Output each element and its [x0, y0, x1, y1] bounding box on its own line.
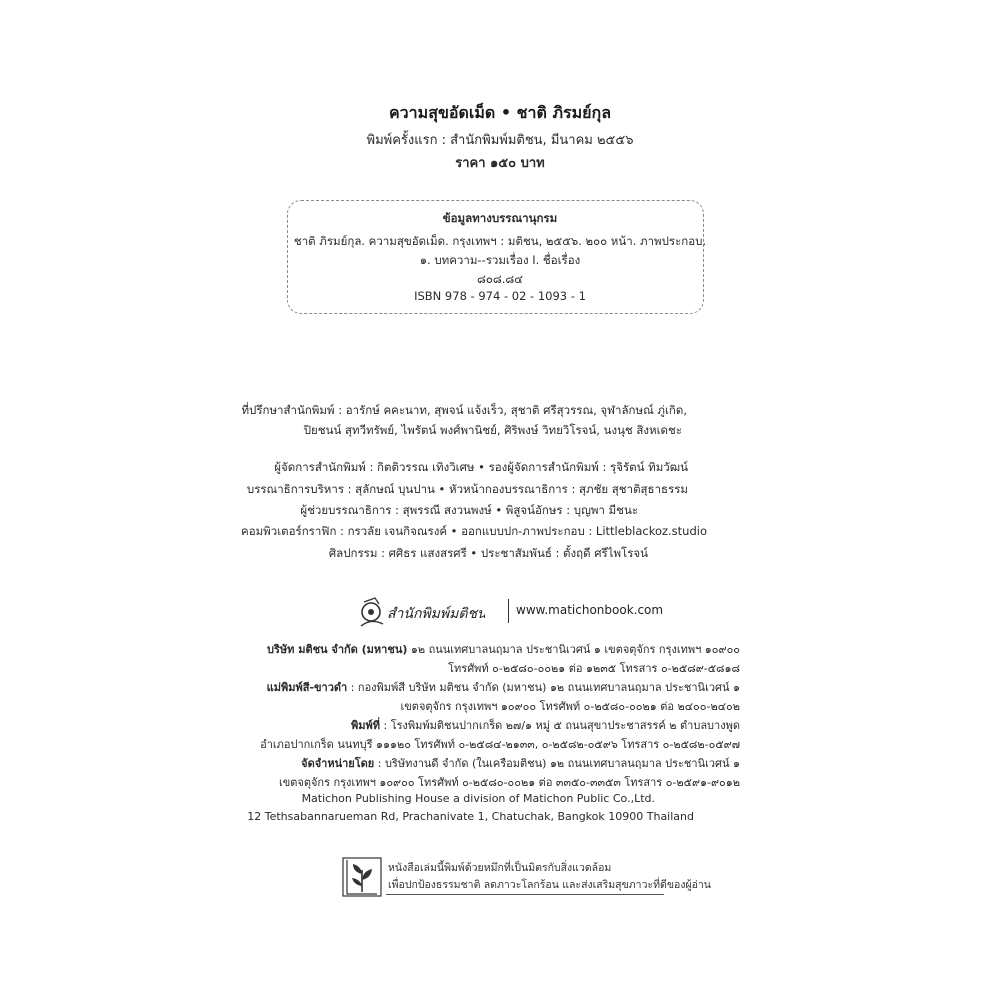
imprint-dist-text: : บริษัทงานดี จำกัด (ในเครือมติชน) ๑๒ ถนนเทศบาลนฤมาล ประชานิเวศน์ ๑: [374, 757, 740, 770]
eco-notice-line-1: หนังสือเล่มนี้พิมพ์ด้วยหมึกที่เป็นมิตรกับสิ่งแวดล้อม: [388, 862, 612, 874]
imprint-print-text: : โรงพิมพ์มติชนปากเกร็ด ๒๗/๑ หมู่ ๕ ถนนสุขาประชาสรรค์ ๒ ตำบลบางพูด: [380, 719, 740, 732]
cip-line-3: ๘๐๘.๘๔: [477, 272, 523, 286]
imprint-company: [267, 640, 740, 658]
eco-book-leaf-icon: [341, 856, 383, 898]
publisher-website[interactable]: www.matichonbook.com: [516, 603, 664, 617]
imprint-plate-phone: เขตจตุจักร กรุงเทพฯ ๑๐๙๐๐ โทรศัพท์ ๐-๒๕๘๐-๐๐๒๑ ต่อ ๒๔๐๐-๒๔๐๒: [400, 700, 740, 713]
eco-notice-line-2: เพื่อปกป้องธรรมชาติ ลดภาวะโลกร้อน และส่งเสริมสุขภาวะที่ดีของผู้อ่าน: [388, 879, 711, 891]
credits-assistant: ผู้ช่วยบรรณาธิการ : สุพรรณี สงวนพงษ์ • พิสูจน์อักษร : บุญพา มีชนะ: [300, 503, 638, 517]
publisher-logo: [355, 592, 485, 634]
imprint-plate-label: แม่พิมพ์สี-ขาวดำ: [266, 681, 348, 694]
credits-editors: บรรณาธิการบริหาร : สุลักษณ์ บุนปาน • หัวหน้ากองบรรณาธิการ : สุภชัย สุชาติสุธาธรรม: [246, 482, 688, 496]
credits-advisors-2: ปิยชนน์ สุทวีทรัพย์, ไพรัตน์ พงศ์พานิชย์, ศิริพงษ์ วิทยวิโรจน์, นงนุช สิงหเดชะ: [303, 423, 682, 437]
imprint-company-text: ๑๒ ถนนเทศบาลนฤมาล ประชานิเวศน์ ๑ เขตจตุจักร กรุงเทพฯ ๑๐๙๐๐: [407, 643, 740, 656]
matichon-logo-icon: [355, 592, 485, 634]
imprint-plate-text: : กองพิมพ์สี บริษัท มติชน จำกัด (มหาชน) ๑๒ ถนนเทศบาลนฤมาล ประชานิเวศน์ ๑: [347, 681, 740, 694]
eco-underline: [386, 894, 664, 895]
cip-line-1: ชาติ ภิรมย์กุล. ความสุขอัดเม็ด. กรุงเทพฯ : มติชน, ๒๕๕๖. ๒๐๐ หน้า. ภาพประกอบ.: [293, 234, 707, 248]
edition-line: พิมพ์ครั้งแรก : สำนักพิมพ์มติชน, มีนาคม ๒๕๕๖: [366, 133, 634, 148]
price-line: ราคา ๑๕๐ บาท: [455, 156, 545, 171]
logo-text: สำนักพิมพ์มติชน: [387, 606, 485, 622]
imprint-company-phone: โทรศัพท์ ๐-๒๕๘๐-๐๐๒๑ ต่อ ๑๒๓๕ โทรสาร ๐-๒๕๘๙-๕๘๑๘: [448, 662, 740, 675]
book-title: ความสุขอัดเม็ด • ชาติ ภิรมย์กุล: [388, 103, 612, 122]
imprint-print: [351, 716, 740, 734]
imprint-english-1: Matichon Publishing House a division of Matichon Public Co.,Ltd.: [301, 792, 655, 805]
credits-graphics: คอมพิวเตอร์กราฟิก : กรวลัย เจนกิจณรงค์ • ออกแบบปก-ภาพประกอบ : Littleblackoz.studio: [241, 524, 707, 538]
cip-isbn: ISBN 978 - 974 - 02 - 1093 - 1: [414, 289, 586, 303]
cip-heading: ข้อมูลทางบรรณานุกรม: [442, 211, 558, 225]
credits-art: ศิลปกรรม : ศศิธร แสงสรศรี • ประชาสัมพันธ์ : ตั้งฤดี ศรีไพโรจน์: [328, 546, 648, 560]
credits-advisors-1: ที่ปรึกษาสำนักพิมพ์ : อารักษ์ คคะนาท, สุพจน์ แจ้งเร็ว, สุชาติ ศรีสุวรรณ, จุฬาลักษณ์ ภู่เกิด,: [241, 403, 687, 417]
credits-managers: ผู้จัดการสำนักพิมพ์ : กิตติวรรณ เทิงวิเศษ • รองผู้จัดการสำนักพิมพ์ : รุจิรัตน์ ทิมวัฒน์: [274, 460, 688, 474]
cip-line-2: ๑. บทความ--รวมเรื่อง I. ชื่อเรื่อง: [419, 253, 581, 267]
imprint-english-2: 12 Tethsabannarueman Rd, Prachanivate 1, Chatuchak, Bangkok 10900 Thailand: [247, 810, 694, 823]
imprint-dist: [301, 754, 740, 772]
imprint-plate: [267, 678, 740, 696]
imprint-company-label: บริษัท มติชน จำกัด (มหาชน): [266, 643, 408, 656]
imprint-print-label: พิมพ์ที่: [350, 719, 380, 732]
imprint-dist-label: จัดจำหน่ายโดย: [301, 757, 375, 770]
imprint-print-phone: อำเภอปากเกร็ด นนทบุรี ๑๑๑๒๐ โทรศัพท์ ๐-๒๕๘๔-๒๑๓๓, ๐-๒๕๘๒-๐๕๙๖ โทรสาร ๐-๒๕๘๒-๐๕๙๗: [260, 738, 740, 751]
imprint-dist-phone: เขตจตุจักร กรุงเทพฯ ๑๐๙๐๐ โทรศัพท์ ๐-๒๕๘๐-๐๐๒๑ ต่อ ๓๓๕๐-๓๓๕๓ โทรสาร ๐-๒๕๙๑-๙๐๑๒: [278, 776, 740, 789]
logo-separator: [508, 599, 509, 623]
